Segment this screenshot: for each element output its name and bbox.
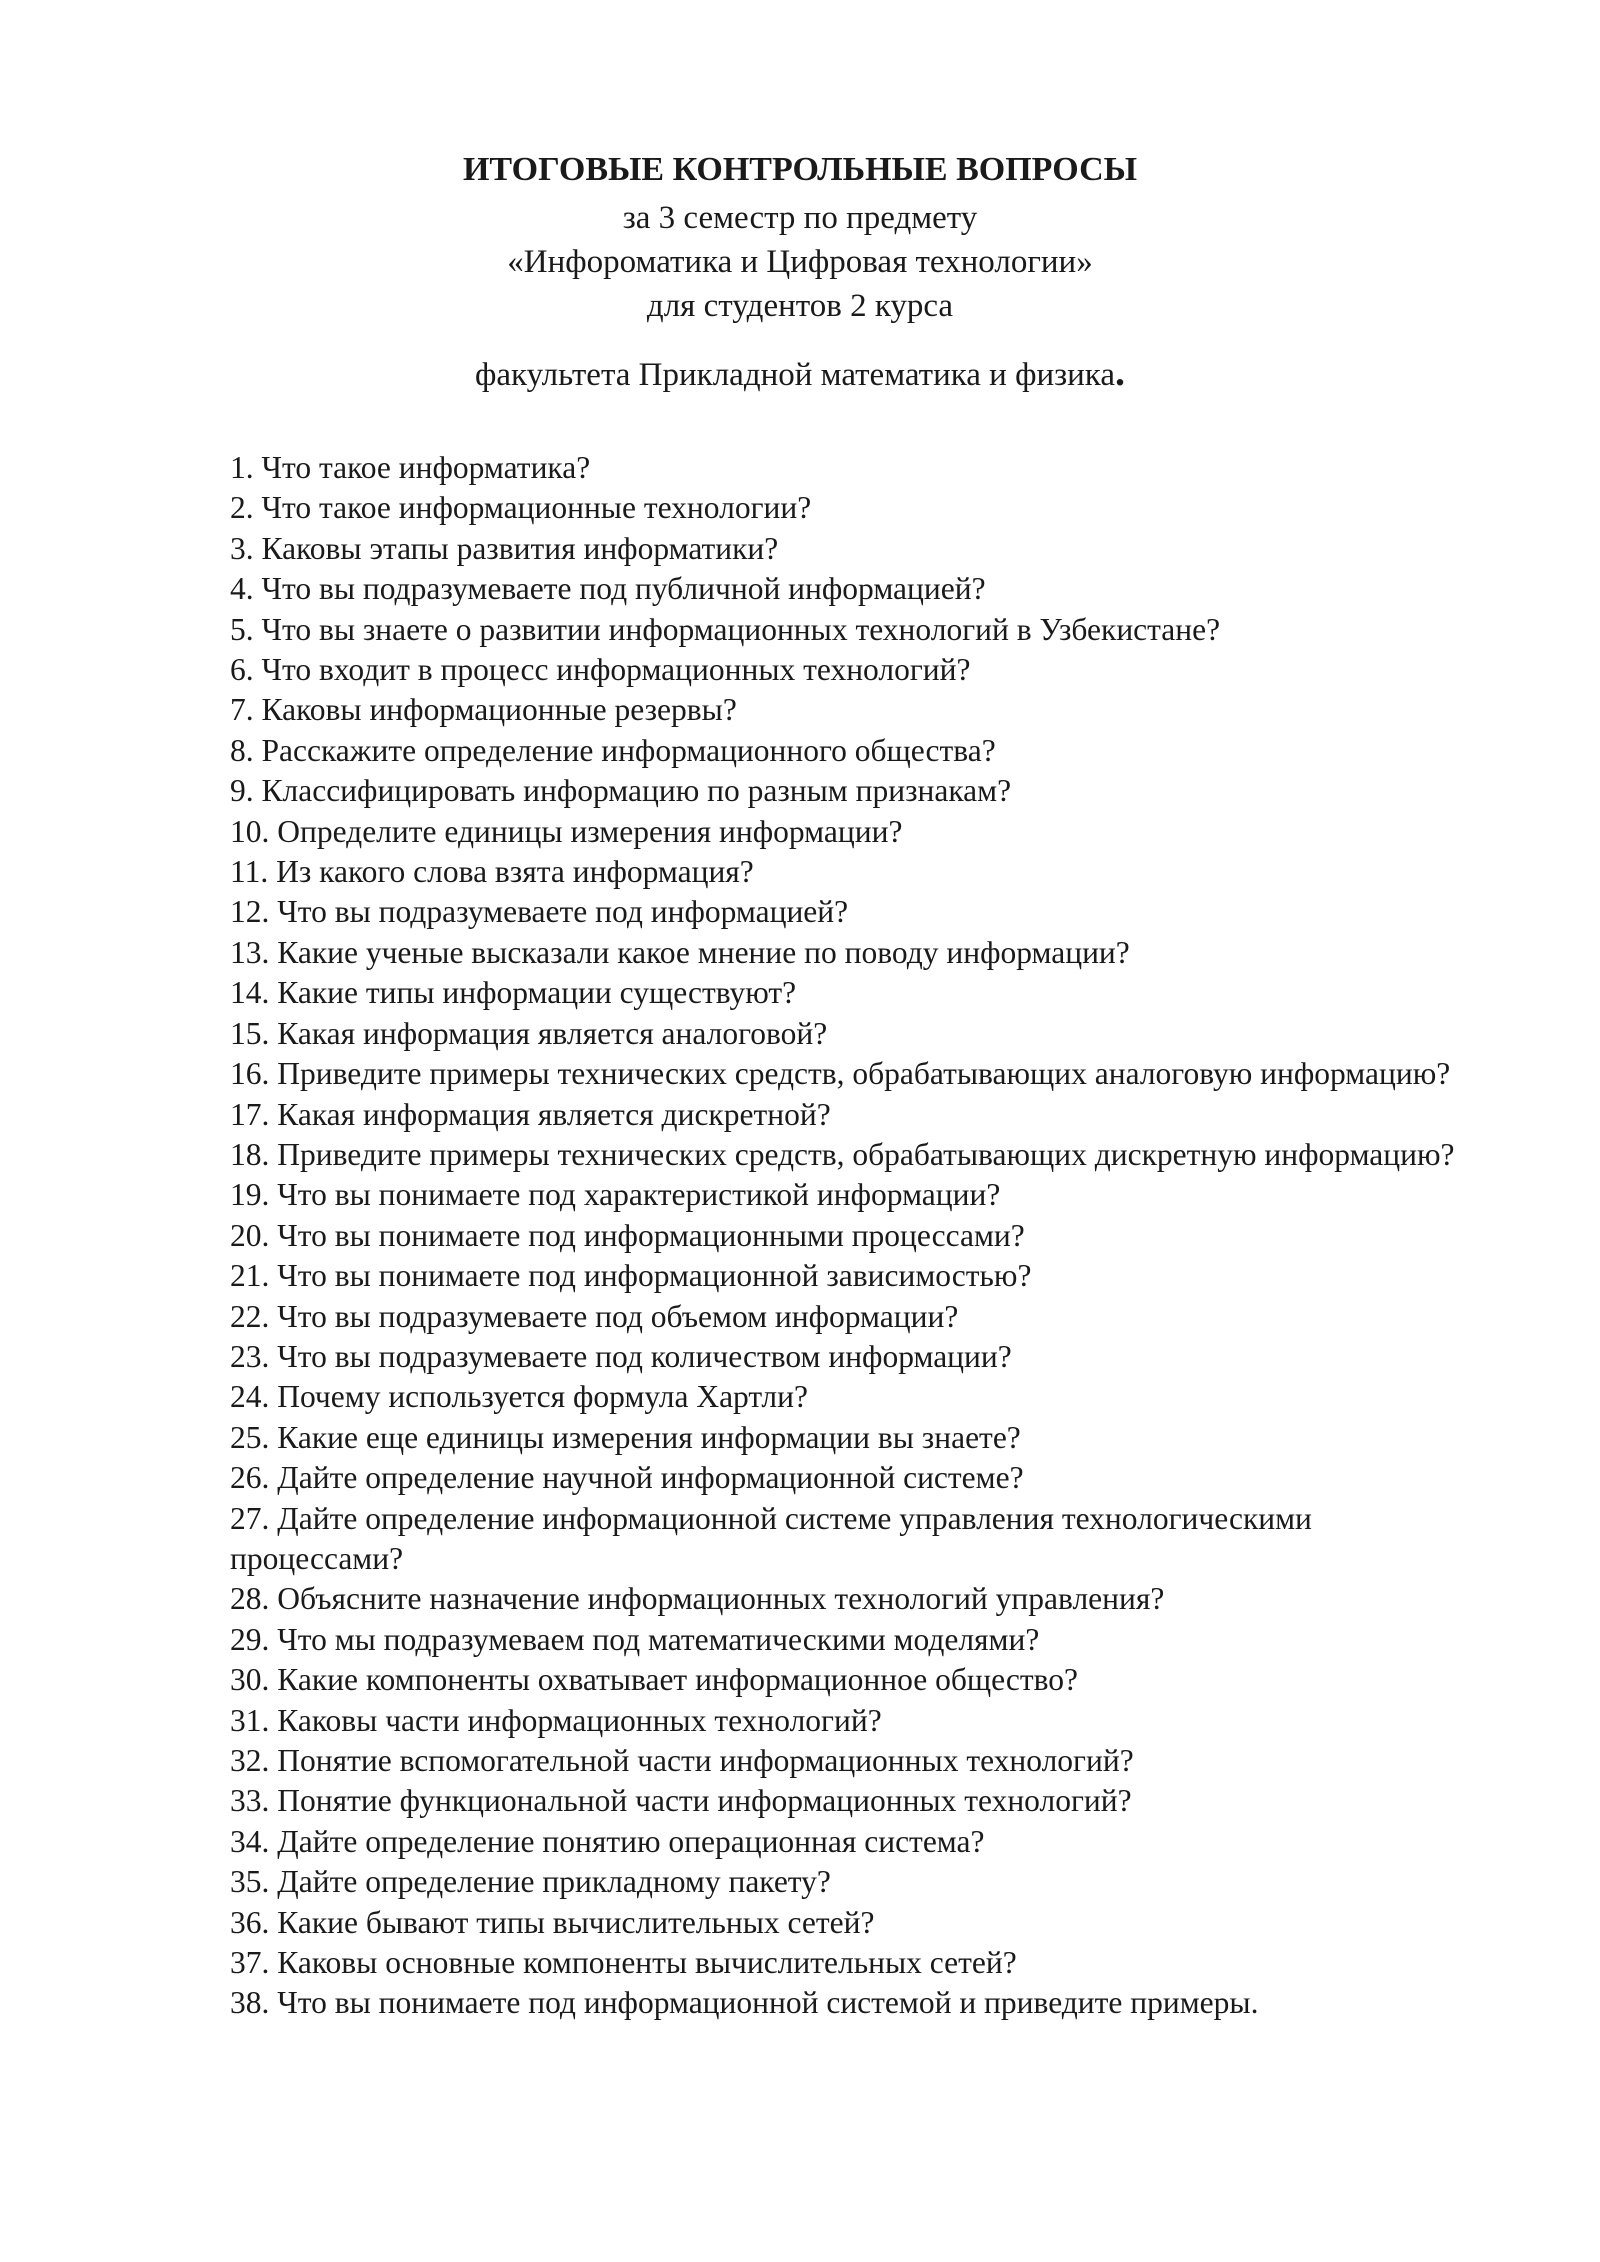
question-item: 22. Что вы подразумеваете под объемом информации? bbox=[230, 1298, 959, 1334]
document-title: ИТОГОВЫЕ КОНТРОЛЬНЫЕ ВОПРОСЫ bbox=[462, 151, 1138, 188]
question-list bbox=[230, 448, 1470, 2024]
question-item: 2. Что такое информационные технологии? bbox=[230, 490, 812, 526]
faculty-period: . bbox=[1115, 349, 1125, 394]
question-item: 36. Какие бывают типы вычислительных сетей? bbox=[230, 1904, 875, 1940]
question-item: 6. Что входит в процесс информационных технологий? bbox=[230, 652, 971, 688]
semester-line: за 3 семестр по предмету bbox=[622, 200, 978, 236]
question-item: 9. Классифицировать информацию по разным признакам? bbox=[230, 773, 1012, 809]
question-item: 21. Что вы понимаете под информационной зависимостью? bbox=[230, 1258, 1032, 1294]
question-item: 24. Почему используется формула Хартли? bbox=[230, 1379, 808, 1415]
question-item: 31. Каковы части информационных технологий? bbox=[230, 1702, 882, 1738]
question-item: 26. Дайте определение научной информационной системе? bbox=[230, 1460, 1024, 1496]
question-item: 23. Что вы подразумеваете под количеством информации? bbox=[230, 1338, 1012, 1374]
question-item: 19. Что вы понимаете под характеристикой информации? bbox=[230, 1177, 1001, 1213]
question-item: 16. Приведите примеры технических средств, обрабатывающих аналоговую информацию? bbox=[230, 1056, 1451, 1092]
question-item: 28. Объясните назначение информационных технологий управления? bbox=[230, 1581, 1165, 1617]
question-item: 12. Что вы подразумеваете под информацией? bbox=[230, 894, 849, 930]
question-item: 15. Какая информация является аналоговой? bbox=[230, 1015, 828, 1051]
question-item: 30. Какие компоненты охватывает информационное общество? bbox=[230, 1662, 1079, 1698]
question-item: 29. Что мы подразумеваем под математическими моделями? bbox=[230, 1621, 1040, 1657]
question-item: 35. Дайте определение прикладному пакету? bbox=[230, 1864, 831, 1900]
question-item: 20. Что вы понимаете под информационными процессами? bbox=[230, 1217, 1025, 1253]
question-item: 17. Какая информация является дискретной? bbox=[230, 1096, 831, 1132]
faculty-line bbox=[0, 349, 1600, 395]
question-item: 8. Расскажите определение информационного общества? bbox=[230, 732, 996, 768]
question-item: 14. Какие типы информации существуют? bbox=[230, 975, 797, 1011]
faculty-text: факультета Прикладной математика и физика bbox=[474, 357, 1115, 393]
question-item: 7. Каковы информационные резервы? bbox=[230, 692, 737, 728]
question-item: 33. Понятие функциональной части информационных технологий? bbox=[230, 1783, 1132, 1819]
question-item: 32. Понятие вспомогательной части информационных технологий? bbox=[230, 1743, 1134, 1778]
question-item: 5. Что вы знаете о развитии информационных технологий в Узбекистане? bbox=[230, 611, 1221, 647]
question-item: 25. Какие еще единицы измерения информации вы знаете? bbox=[230, 1419, 1021, 1455]
question-item: 10. Определите единицы измерения информации? bbox=[230, 813, 903, 849]
question-item: 3. Каковы этапы развития информатики? bbox=[230, 530, 779, 566]
question-item: 38. Что вы понимаете под информационной системой и приведите примеры. bbox=[230, 1985, 1259, 2021]
question-item: 34. Дайте определение понятию операционная система? bbox=[230, 1823, 985, 1859]
question-item: 4. Что вы подразумеваете под публичной информацией? bbox=[230, 571, 986, 607]
course-line: для студентов 2 курса bbox=[646, 288, 954, 324]
question-item: 27. Дайте определение информационной системе управления технологическими процессами? bbox=[230, 1500, 1312, 1576]
question-item: 37. Каковы основные компоненты вычислительных сетей? bbox=[230, 1945, 1017, 1981]
question-item: 13. Какие ученые высказали какое мнение по поводу информации? bbox=[230, 934, 1130, 970]
question-item: 11. Из какого слова взята информация? bbox=[230, 854, 754, 890]
question-item: 1. Что такое информатика? bbox=[230, 450, 591, 485]
question-item: 18. Приведите примеры технических средств, обрабатывающих дискретную информацию? bbox=[230, 1136, 1455, 1172]
subject-line: «Инфороматика и Цифровая технологии» bbox=[507, 244, 1093, 280]
